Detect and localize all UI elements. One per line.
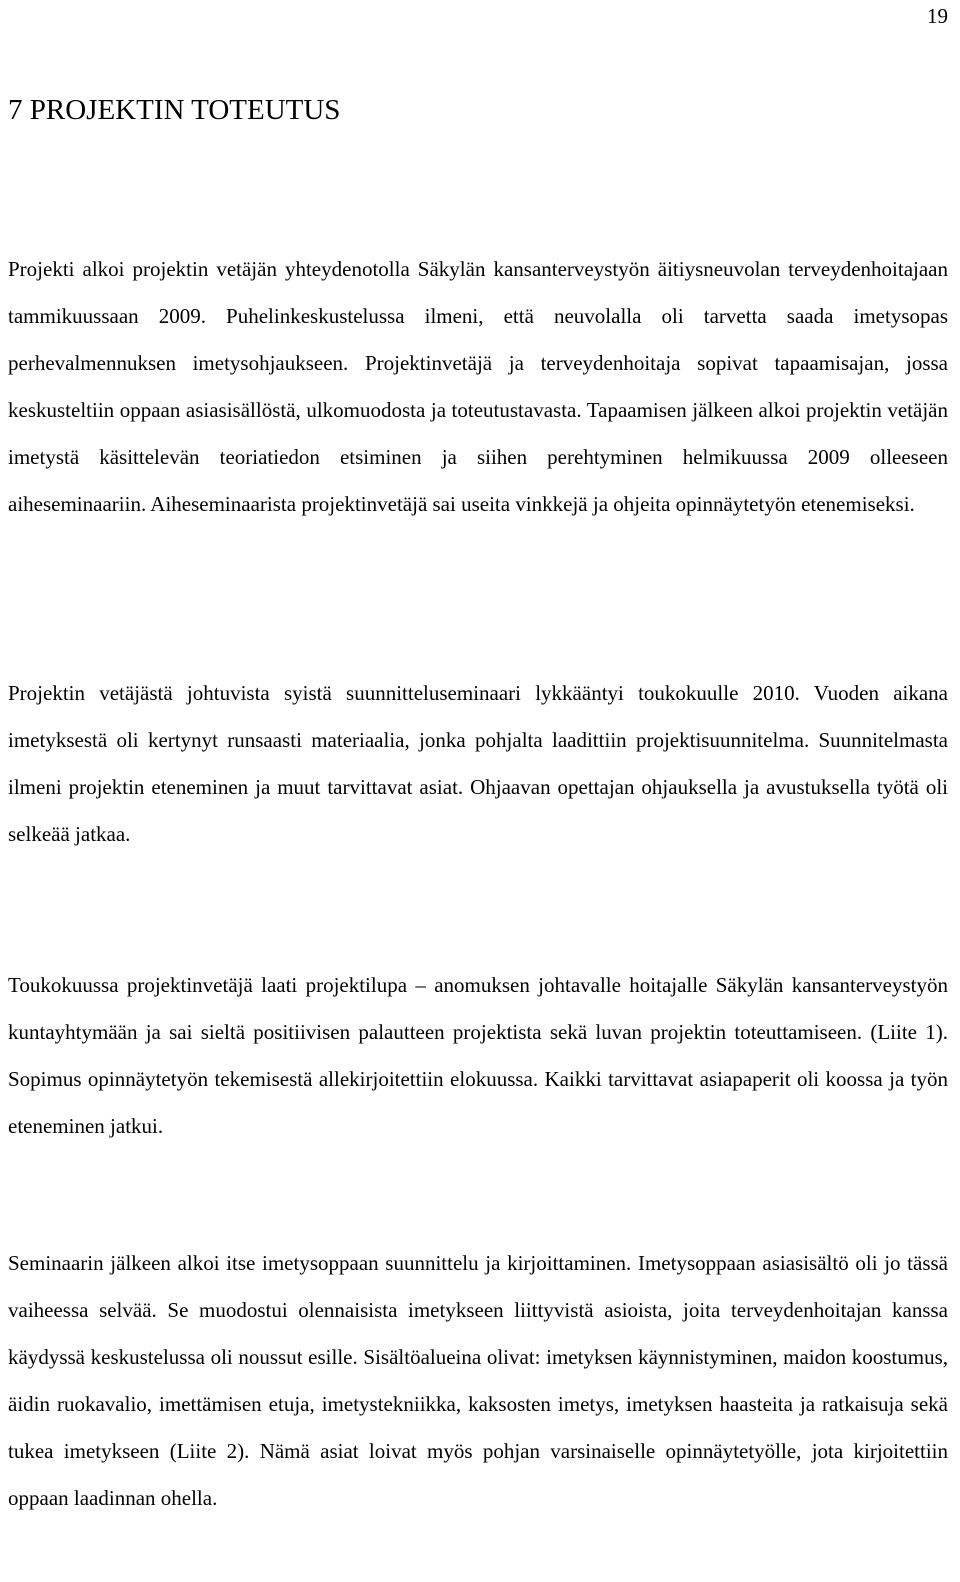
body-paragraph: Projekti alkoi projektin vetäjän yhteydenotolla Säkylän kansanterveystyön äitiysneuvolan terveydenhoitajaan tammikuussaan 2009. Puhelinkeskustelussa ilmeni, että neuvolalla oli tarvetta saada imetysopas perhevalmennuksen imetysohjaukseen. Projektinvetäjä ja terveydenhoitaja sopivat tapaamisajan, jossa keskusteltiin oppaan asiasisällöstä, ulkomuodosta ja toteutustavasta. Tapaamisen jälkeen alkoi projektin vetäjän imetystä käsittelevän teoriatiedon etsiminen ja siihen perehtyminen helmikuussa 2009 olleeseen aiheseminaariin. Aiheseminaarista projektinvetäjä sai useita vinkkejä ja ohjeita opinnäytetyön etenemiseksi. [8, 257, 948, 516]
body-paragraph: Seminaarin jälkeen alkoi itse imetysoppaan suunnittelu ja kirjoittaminen. Imetysoppaan asiasisältö oli jo tässä vaiheessa selvää. Se muodostui olennaisista imetykseen liittyvistä asioista, joita terveydenhoitajan kanssa käydyssä keskustelussa oli noussut esille. Sisältöalueina olivat: imetyksen käynnistyminen, maidon koostumus, äidin ruokavalio, imettämisen etuja, imetystekniikka, kaksosten imetys, imetyksen haasteita ja ratkaisuja sekä tukea imetykseen (Liite 2). Nämä asiat loivat myös pohjan varsinaiselle opinnäytetyölle, jota kirjoitettiin oppaan laadinnan ohella. [8, 1251, 948, 1510]
chapter-heading: 7 PROJEKTIN TOTEUTUS [8, 94, 341, 126]
body-paragraph: Projektin vetäjästä johtuvista syistä suunnitteluseminaari lykkääntyi toukokuulle 2010. Vuoden aikana imetyksestä oli kertynyt runsaasti materiaalia, jonka pohjalta laadittiin projektisuunnitelma. Suunnitelmasta ilmeni projektin eteneminen ja muut tarvittavat asiat. Ohjaavan opettajan ohjauksella ja avustuksella työtä oli selkeää jatkaa. [8, 681, 948, 846]
page-number: 19 [927, 4, 948, 28]
body-paragraph: Toukokuussa projektinvetäjä laati projektilupa – anomuksen johtavalle hoitajalle Säkylän kansanterveystyön kuntayhtymään ja sai sieltä positiivisen palautteen projektista sekä luvan projektin toteuttamiseen. (Liite 1). Sopimus opinnäytetyön tekemisestä allekirjoitettiin elokuussa. Kaikki tarvittavat asiapaperit oli koossa ja työn eteneminen jatkui. [8, 973, 948, 1138]
